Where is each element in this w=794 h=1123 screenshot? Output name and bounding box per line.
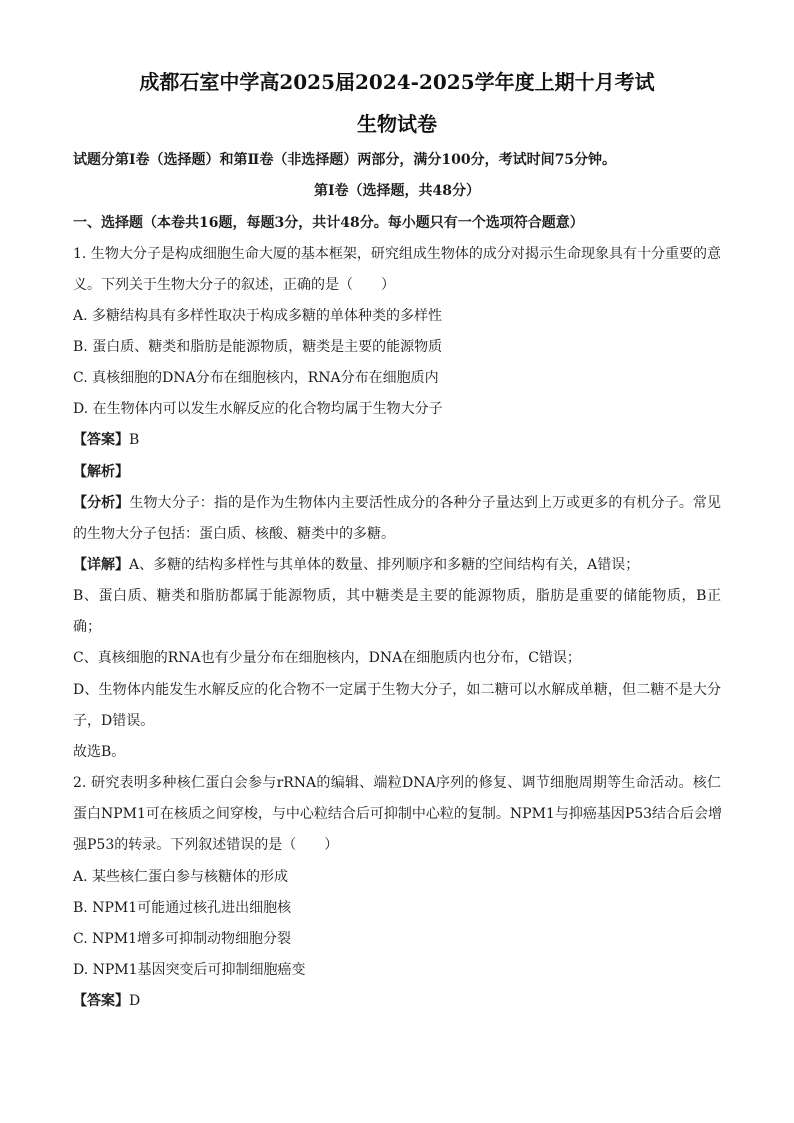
q1-option-d: D. 在生物体内可以发生水解反应的化合物均属于生物大分子 — [73, 401, 443, 417]
exam-title: 成都石室中学高2025届2024-2025学年度上期十月考试 — [139, 70, 655, 94]
xiangjie-tag: 【详解】 — [73, 557, 129, 573]
q2-answer — [73, 992, 140, 1010]
fenxi-tag: 【分析】 — [73, 495, 130, 511]
q1-xiangjie-d-line2: 子，D错误。 — [73, 713, 155, 729]
q1-stem-line1: 1. 生物大分子是构成细胞生命大厦的基本框架，研究组成生物体的成分对揭示生命现象具有十分重要的意 — [73, 246, 721, 262]
analysis-tag: 【解析】 — [73, 464, 129, 480]
answer-value: D — [129, 993, 141, 1009]
answer-tag: 【答案】 — [73, 993, 129, 1009]
q1-conclusion: 故选B。 — [73, 744, 126, 760]
q1-fenxi-line2: 的生物大分子包括：蛋白质、核酸、糖类中的多糖。 — [73, 526, 395, 542]
q2-option-b: B. NPM1可能通过核孔进出细胞核 — [73, 900, 292, 916]
q1-stem-line2: 义。下列关于生物大分子的叙述，正确的是（ ） — [73, 277, 395, 293]
q1-xiangjie-d-line1: D、生物体内能发生水解反应的化合物不一定属于生物大分子，如二糖可以水解成单糖，但二糖不是大分 — [73, 682, 721, 698]
q2-option-d: D. NPM1基因突变后可抑制细胞癌变 — [73, 962, 306, 978]
q1-xiangjie-a — [73, 556, 639, 574]
q1-xiangjie-b-line1: B、蛋白质、糖类和脂肪都属于能源物质，其中糖类是主要的能源物质，脂肪是重要的储能物质，B正 — [73, 588, 721, 604]
q2-option-a: A. 某些核仁蛋白参与核糖体的形成 — [73, 869, 289, 885]
fenxi-text: 生物大分子：指的是作为生物体内主要活性成分的各种分子量达到上万或更多的有机分子。常见 — [129, 495, 722, 511]
section-title: 一、选择题（本卷共16题，每题3分，共计48分。每小题只有一个选项符合题意） — [73, 215, 584, 231]
q1-option-c: C. 真核细胞的DNA分布在细胞核内，RNA分布在细胞质内 — [73, 370, 439, 386]
part-title: 第Ⅰ卷（选择题，共48分） — [313, 183, 481, 199]
exam-subject: 生物试卷 — [357, 112, 437, 136]
answer-tag: 【答案】 — [73, 432, 129, 448]
q2-option-c: C. NPM1增多可抑制动物细胞分裂 — [73, 931, 292, 947]
exam-instructions: 试题分第Ⅰ卷（选择题）和第Ⅱ卷（非选择题）两部分，满分100分，考试时间75分钟。 — [73, 152, 617, 168]
q2-stem-line1: 2. 研究表明多种核仁蛋白会参与rRNA的编辑、端粒DNA序列的修复、调节细胞周期等生命活动。核仁 — [73, 775, 721, 791]
q2-stem-line2: 蛋白NPM1可在核质之间穿梭，与中心粒结合后可抑制中心粒的复制。NPM1与抑癌基因P53结合后会增 — [73, 806, 723, 822]
q1-option-a: A. 多糖结构具有多样性取决于构成多糖的单体种类的多样性 — [73, 308, 443, 324]
q1-xiangjie-c: C、真核细胞的RNA也有少量分布在细胞核内，DNA在细胞质内也分布，C错误； — [73, 650, 581, 666]
answer-value: B — [129, 432, 140, 448]
q1-option-b: B. 蛋白质、糖类和脂肪是能源物质，糖类是主要的能源物质 — [73, 339, 443, 355]
q1-analysis-heading — [73, 463, 129, 481]
q2-stem-line3: 强P53的转录。下列叙述错误的是（ ） — [73, 837, 339, 853]
q1-answer — [73, 431, 139, 449]
xiangjie-a-text: A、多糖的结构多样性与其单体的数量、排列顺序和多糖的空间结构有关，A错误； — [129, 557, 640, 573]
q1-xiangjie-b-line2: 确； — [73, 619, 101, 635]
q1-fenxi-line1 — [73, 494, 721, 512]
